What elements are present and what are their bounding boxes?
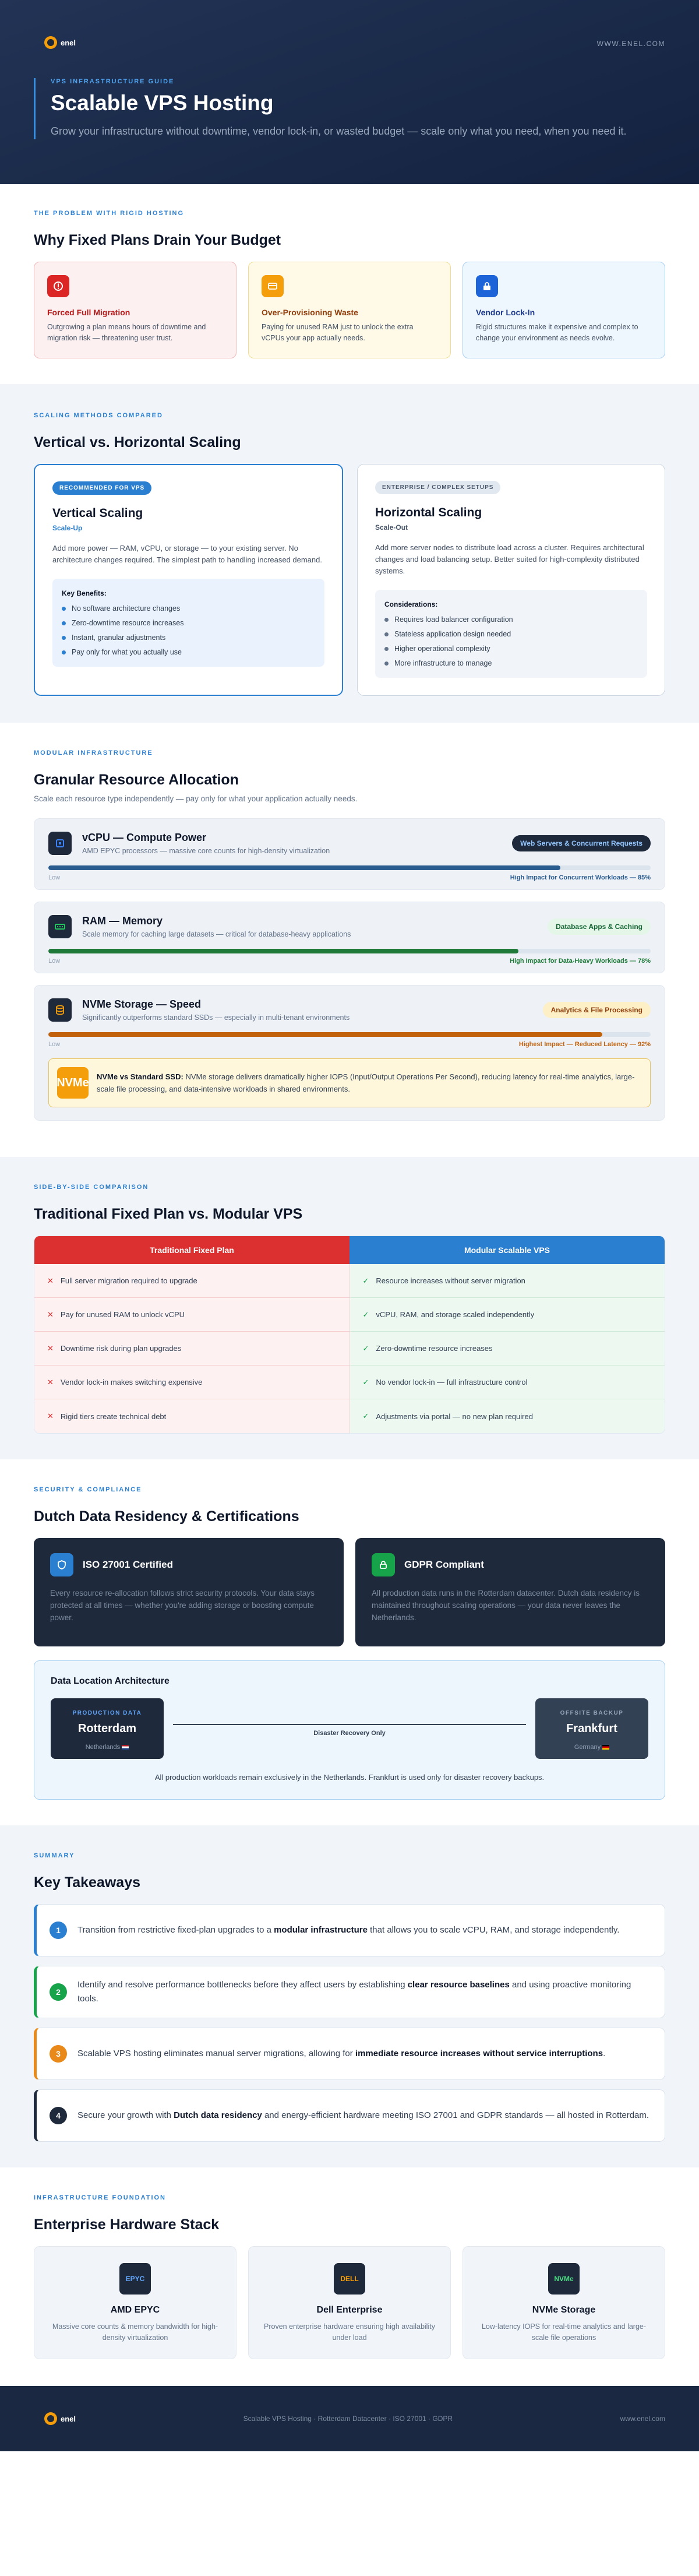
dell-server-icon: DELL [334, 2263, 365, 2295]
footer-logo[interactable] [44, 2412, 76, 2425]
section-title: Traditional Fixed Plan vs. Modular VPS [34, 1206, 303, 1222]
node-frankfurt [535, 1698, 648, 1759]
resource-card-vcpu [34, 818, 665, 890]
check-icon: ✓ [362, 1310, 369, 1319]
benefits-box [52, 579, 324, 667]
bar-low-label: Low [48, 958, 61, 965]
takeaway-item [34, 2089, 665, 2142]
list-item [62, 648, 315, 656]
section-title: Dutch Data Residency & Certifications [34, 1508, 299, 1525]
table-row [34, 1332, 665, 1366]
takeaway-item [34, 1904, 665, 1956]
card-title: Over-Provisioning Waste [262, 308, 358, 317]
takeaway-item [34, 1966, 665, 2018]
card-text: Add more power — RAM, vCPU, or storage — to your existing server. No architecture changes required. The simplest path to handling increased demand. [52, 544, 322, 564]
card-title: Forced Full Migration [47, 308, 130, 317]
column-header-fixed: Traditional Fixed Plan [34, 1236, 350, 1264]
epyc-chip-icon: EPYC [119, 2263, 151, 2295]
bullet-icon [384, 647, 389, 651]
check-icon: ✓ [362, 1377, 369, 1386]
list-item [384, 615, 638, 624]
nvme-badge: NVMe [57, 1067, 89, 1099]
dr-link [173, 1717, 526, 1740]
bullet-icon [384, 632, 389, 636]
takeaway-item [34, 2028, 665, 2080]
cell-text: Vendor lock-in makes switching expensive [60, 1378, 203, 1386]
lock-icon [372, 1553, 395, 1576]
resource-title: RAM — Memory [82, 915, 163, 927]
takeaway-text: Transition from restrictive fixed-plan upgrades to a modular infrastructure that allows you to scale vCPU, RAM, and storage independently. [77, 1925, 620, 1935]
hardware-card-dell [248, 2246, 451, 2359]
memory-icon [48, 915, 72, 938]
comparison-table [34, 1236, 665, 1434]
note-lead: NVMe vs Standard SSD: [97, 1072, 183, 1081]
impact-bar-fill [48, 1032, 602, 1037]
list-item-text: Higher operational complexity [394, 645, 490, 653]
bullet-icon [62, 636, 66, 640]
cell-text: Resource increases without server migration [376, 1276, 525, 1285]
list-item [62, 634, 315, 642]
security-section [0, 1459, 699, 1825]
shield-icon [50, 1553, 73, 1576]
resource-title: vCPU — Compute Power [82, 832, 207, 843]
database-icon [48, 998, 72, 1022]
warning-icon [47, 275, 69, 297]
use-case-pill: Analytics & File Processing [543, 1002, 651, 1018]
summary-section [0, 1825, 699, 2167]
list-item-text: Zero-downtime resource increases [72, 619, 184, 627]
cross-icon: ✕ [47, 1310, 54, 1319]
problem-card-overprovisioning [248, 262, 451, 358]
takeaway-number: 4 [50, 2107, 67, 2124]
section-eyebrow: SUMMARY [34, 1852, 75, 1859]
list-item [384, 659, 638, 667]
bar-low-label: Low [48, 874, 61, 881]
recommended-badge: RECOMMENDED FOR VPS [52, 481, 151, 495]
iso-card [34, 1538, 344, 1646]
section-title: Enterprise Hardware Stack [34, 2216, 220, 2233]
card-tag: Scale-Out [375, 523, 408, 532]
hardware-card-amd [34, 2246, 236, 2359]
takeaway-text: Secure your growth with Dutch data residency and energy-efficient hardware meeting ISO 27001 and GDPR standards — all hosted in Rotterdam. [77, 2110, 649, 2120]
logo-icon [44, 2412, 57, 2425]
resource-card-ram [34, 902, 665, 973]
comparison-section [0, 1157, 699, 1459]
use-case-pill: Web Servers & Concurrent Requests [512, 835, 651, 851]
cell-text: Rigid tiers create technical debt [60, 1412, 167, 1421]
problem-card-migration [34, 262, 236, 358]
check-icon: ✓ [362, 1343, 369, 1353]
gdpr-card [355, 1538, 665, 1646]
hardware-text: Low-latency IOPS for real-time analytics and large-scale file operations [481, 2322, 647, 2342]
section-eyebrow: MODULAR INFRASTRUCTURE [34, 749, 153, 756]
note-body: NVMe storage delivers dramatically higher IOPS (Input/Output Operations Per Second), reducing latency for real-time analytics, large-scale file processing, and data-intensive workloads in shared environments. [97, 1072, 635, 1093]
card-text: Add more server nodes to distribute load across a cluster. Requires architectural changes and load balancing setup. Better suited for high-complexity distributed systems. [375, 543, 644, 575]
resources-section [0, 723, 699, 1157]
cert-title: GDPR Compliant [404, 1559, 484, 1570]
cell-text: Zero-downtime resource increases [376, 1344, 493, 1353]
check-icon: ✓ [362, 1276, 369, 1285]
flag-nl-icon [122, 1745, 129, 1750]
impact-label: Highest Impact — Reduced Latency — 92% [518, 1041, 651, 1048]
list-title: Considerations: [384, 600, 438, 608]
resource-desc: AMD EPYC processors — massive core counts for high-density virtualization [82, 847, 330, 855]
node-label: PRODUCTION DATA [72, 1710, 142, 1716]
section-eyebrow: SECURITY & COMPLIANCE [34, 1486, 142, 1493]
cell-text: Full server migration required to upgrade [60, 1276, 197, 1285]
bullet-icon [62, 650, 66, 654]
impact-bar [48, 865, 651, 870]
card-title: Horizontal Scaling [375, 506, 482, 519]
section-title: Vertical vs. Horizontal Scaling [34, 434, 241, 451]
use-case-pill: Database Apps & Caching [548, 919, 651, 935]
list-item [384, 630, 638, 638]
takeaway-text: Scalable VPS hosting eliminates manual server migrations, allowing for immediate resource increases without service interruptions. [77, 2049, 606, 2058]
list-item-text: Requires load balancer configuration [394, 615, 513, 624]
column-header-modular: Modular Scalable VPS [350, 1236, 665, 1264]
card-text: Rigid structures make it expensive and complex to change your environment as needs evolve. [476, 323, 638, 342]
list-item [62, 619, 315, 627]
cell-text: No vendor lock-in — full infrastructure control [376, 1378, 528, 1386]
enterprise-badge: ENTERPRISE / COMPLEX SETUPS [375, 481, 500, 494]
takeaway-number: 2 [50, 1983, 67, 2001]
cell-text: Adjustments via portal — no new plan required [376, 1412, 533, 1421]
cell-text: Pay for unused RAM to unlock vCPU [60, 1310, 185, 1319]
cross-icon: ✕ [47, 1412, 54, 1420]
section-title: Granular Resource Allocation [34, 772, 239, 788]
impact-bar [48, 949, 651, 953]
resource-desc: Scale memory for caching large datasets — critical for database-heavy applications [82, 930, 351, 938]
lock-icon [476, 275, 498, 297]
section-title: Why Fixed Plans Drain Your Budget [34, 232, 281, 248]
takeaway-number: 1 [50, 1922, 67, 1939]
impact-bar [48, 1032, 651, 1037]
cross-icon: ✕ [47, 1276, 54, 1285]
hero-block [34, 78, 640, 139]
section-eyebrow: THE PROBLEM WITH RIGID HOSTING [34, 210, 184, 217]
bullet-icon [62, 621, 66, 625]
cpu-icon [48, 832, 72, 855]
resource-desc: Significantly outperforms standard SSDs — especially in multi-tenant environments [82, 1013, 350, 1022]
list-item-text: Instant, granular adjustments [72, 634, 166, 642]
table-row [34, 1264, 665, 1298]
card-text: Paying for unused RAM just to unlock the extra vCPUs your app actually needs. [262, 323, 414, 342]
horizontal-scaling-card [357, 464, 665, 696]
wallet-icon [262, 275, 284, 297]
card-tag: Scale-Up [52, 524, 83, 532]
hero-intro: Grow your infrastructure without downtime, vendor lock-in, or wasted budget — scale only what you need, when you need it. [51, 125, 627, 137]
section-eyebrow: SIDE-BY-SIDE COMPARISON [34, 1184, 149, 1191]
site-link[interactable]: WWW.ENEL.COM [596, 40, 665, 48]
problem-section [0, 184, 699, 384]
brand-logo[interactable] [44, 36, 76, 49]
hero-header [0, 0, 699, 184]
bullet-icon [62, 607, 66, 611]
node-rotterdam [51, 1698, 164, 1759]
list-title: Key Benefits: [62, 589, 107, 597]
hero-eyebrow: VPS INFRASTRUCTURE GUIDE [51, 78, 175, 85]
bullet-icon [384, 618, 389, 622]
cert-text: Every resource re-allocation follows strict security protocols. Your data stays protected at all times — whether you're adding storage or boosting compute power. [50, 1589, 315, 1622]
arch-title: Data Location Architecture [51, 1676, 170, 1686]
resource-title: NVMe Storage — Speed [82, 998, 202, 1010]
list-item [62, 604, 315, 613]
cross-icon: ✕ [47, 1377, 54, 1386]
arch-caption: All production workloads remain exclusively in the Netherlands. Frankfurt is used only for disaster recovery backups. [154, 1773, 545, 1782]
hardware-title: Dell Enterprise [316, 2305, 383, 2315]
cell-text: vCPU, RAM, and storage scaled independently [376, 1310, 535, 1319]
hardware-card-nvme [463, 2246, 665, 2359]
section-title: Key Takeaways [34, 1874, 140, 1891]
list-item-text: Stateless application design needed [394, 630, 511, 638]
impact-bar-fill [48, 949, 518, 953]
bullet-icon [384, 661, 389, 666]
vertical-scaling-card [34, 464, 343, 696]
impact-label: High Impact for Data-Heavy Workloads — 78% [510, 958, 651, 965]
data-location-architecture [34, 1660, 665, 1800]
considerations-box [375, 590, 647, 678]
hardware-section [0, 2167, 699, 2386]
list-item-text: Pay only for what you actually use [72, 648, 182, 656]
section-eyebrow: SCALING METHODS COMPARED [34, 412, 163, 419]
link-label: Disaster Recovery Only [313, 1730, 386, 1737]
footer-link[interactable]: www.enel.com [620, 2415, 665, 2423]
cert-title: ISO 27001 Certified [83, 1559, 173, 1570]
logo-text: enel [61, 2414, 76, 2423]
list-item [384, 645, 638, 653]
takeaway-number: 3 [50, 2045, 67, 2063]
node-city: Frankfurt [566, 1722, 617, 1735]
card-text: Outgrowing a plan means hours of downtime and migration risk — threatening user trust. [47, 323, 206, 342]
section-eyebrow: INFRASTRUCTURE FOUNDATION [34, 2194, 167, 2201]
hardware-text: Massive core counts & memory bandwidth for high-density virtualization [52, 2322, 218, 2342]
nvme-drive-icon: NVMe [548, 2263, 580, 2295]
impact-label: High Impact for Concurrent Workloads — 85% [510, 874, 651, 881]
hardware-title: NVMe Storage [532, 2305, 596, 2315]
table-row [34, 1366, 665, 1399]
footer-tagline: Scalable VPS Hosting · Rotterdam Datacenter · ISO 27001 · GDPR [243, 2415, 453, 2423]
logo-icon [44, 36, 57, 49]
cross-icon: ✕ [47, 1343, 54, 1353]
table-row [34, 1399, 665, 1433]
list-item-text: More infrastructure to manage [394, 659, 492, 667]
node-label: OFFSITE BACKUP [560, 1710, 624, 1716]
takeaway-text: Identify and resolve performance bottlenecks before they affect users by establishing clear resource baselines and using proactive monitoring tools. [77, 1980, 631, 2004]
hardware-text: Proven enterprise hardware ensuring high availability under load [264, 2322, 435, 2342]
note-text [97, 1071, 641, 1095]
logo-text: enel [61, 38, 76, 47]
list-item-text: No software architecture changes [72, 604, 181, 613]
page-title: Scalable VPS Hosting [51, 91, 274, 115]
flag-de-icon [602, 1745, 609, 1750]
hardware-title: AMD EPYC [110, 2305, 160, 2315]
check-icon: ✓ [362, 1412, 369, 1420]
scaling-section [0, 384, 699, 723]
impact-bar-fill [48, 865, 560, 870]
card-title: Vendor Lock-In [476, 308, 535, 317]
page-footer [0, 2386, 699, 2451]
section-subtitle: Scale each resource type independently — pay only for what your application actually needs. [34, 794, 358, 803]
nvme-note [48, 1058, 651, 1107]
problem-card-lockin [463, 262, 665, 358]
table-row [34, 1298, 665, 1332]
cert-text: All production data runs in the Rotterdam datacenter. Dutch data residency is maintained throughout scaling operations — your data never leaves the Netherlands. [372, 1589, 640, 1622]
cell-text: Downtime risk during plan upgrades [60, 1344, 182, 1353]
bar-low-label: Low [48, 1041, 61, 1048]
node-country: Germany [574, 1744, 609, 1751]
node-country: Netherlands [86, 1744, 129, 1751]
card-title: Vertical Scaling [52, 506, 143, 520]
node-city: Rotterdam [77, 1722, 136, 1735]
resource-card-nvme [34, 985, 665, 1121]
